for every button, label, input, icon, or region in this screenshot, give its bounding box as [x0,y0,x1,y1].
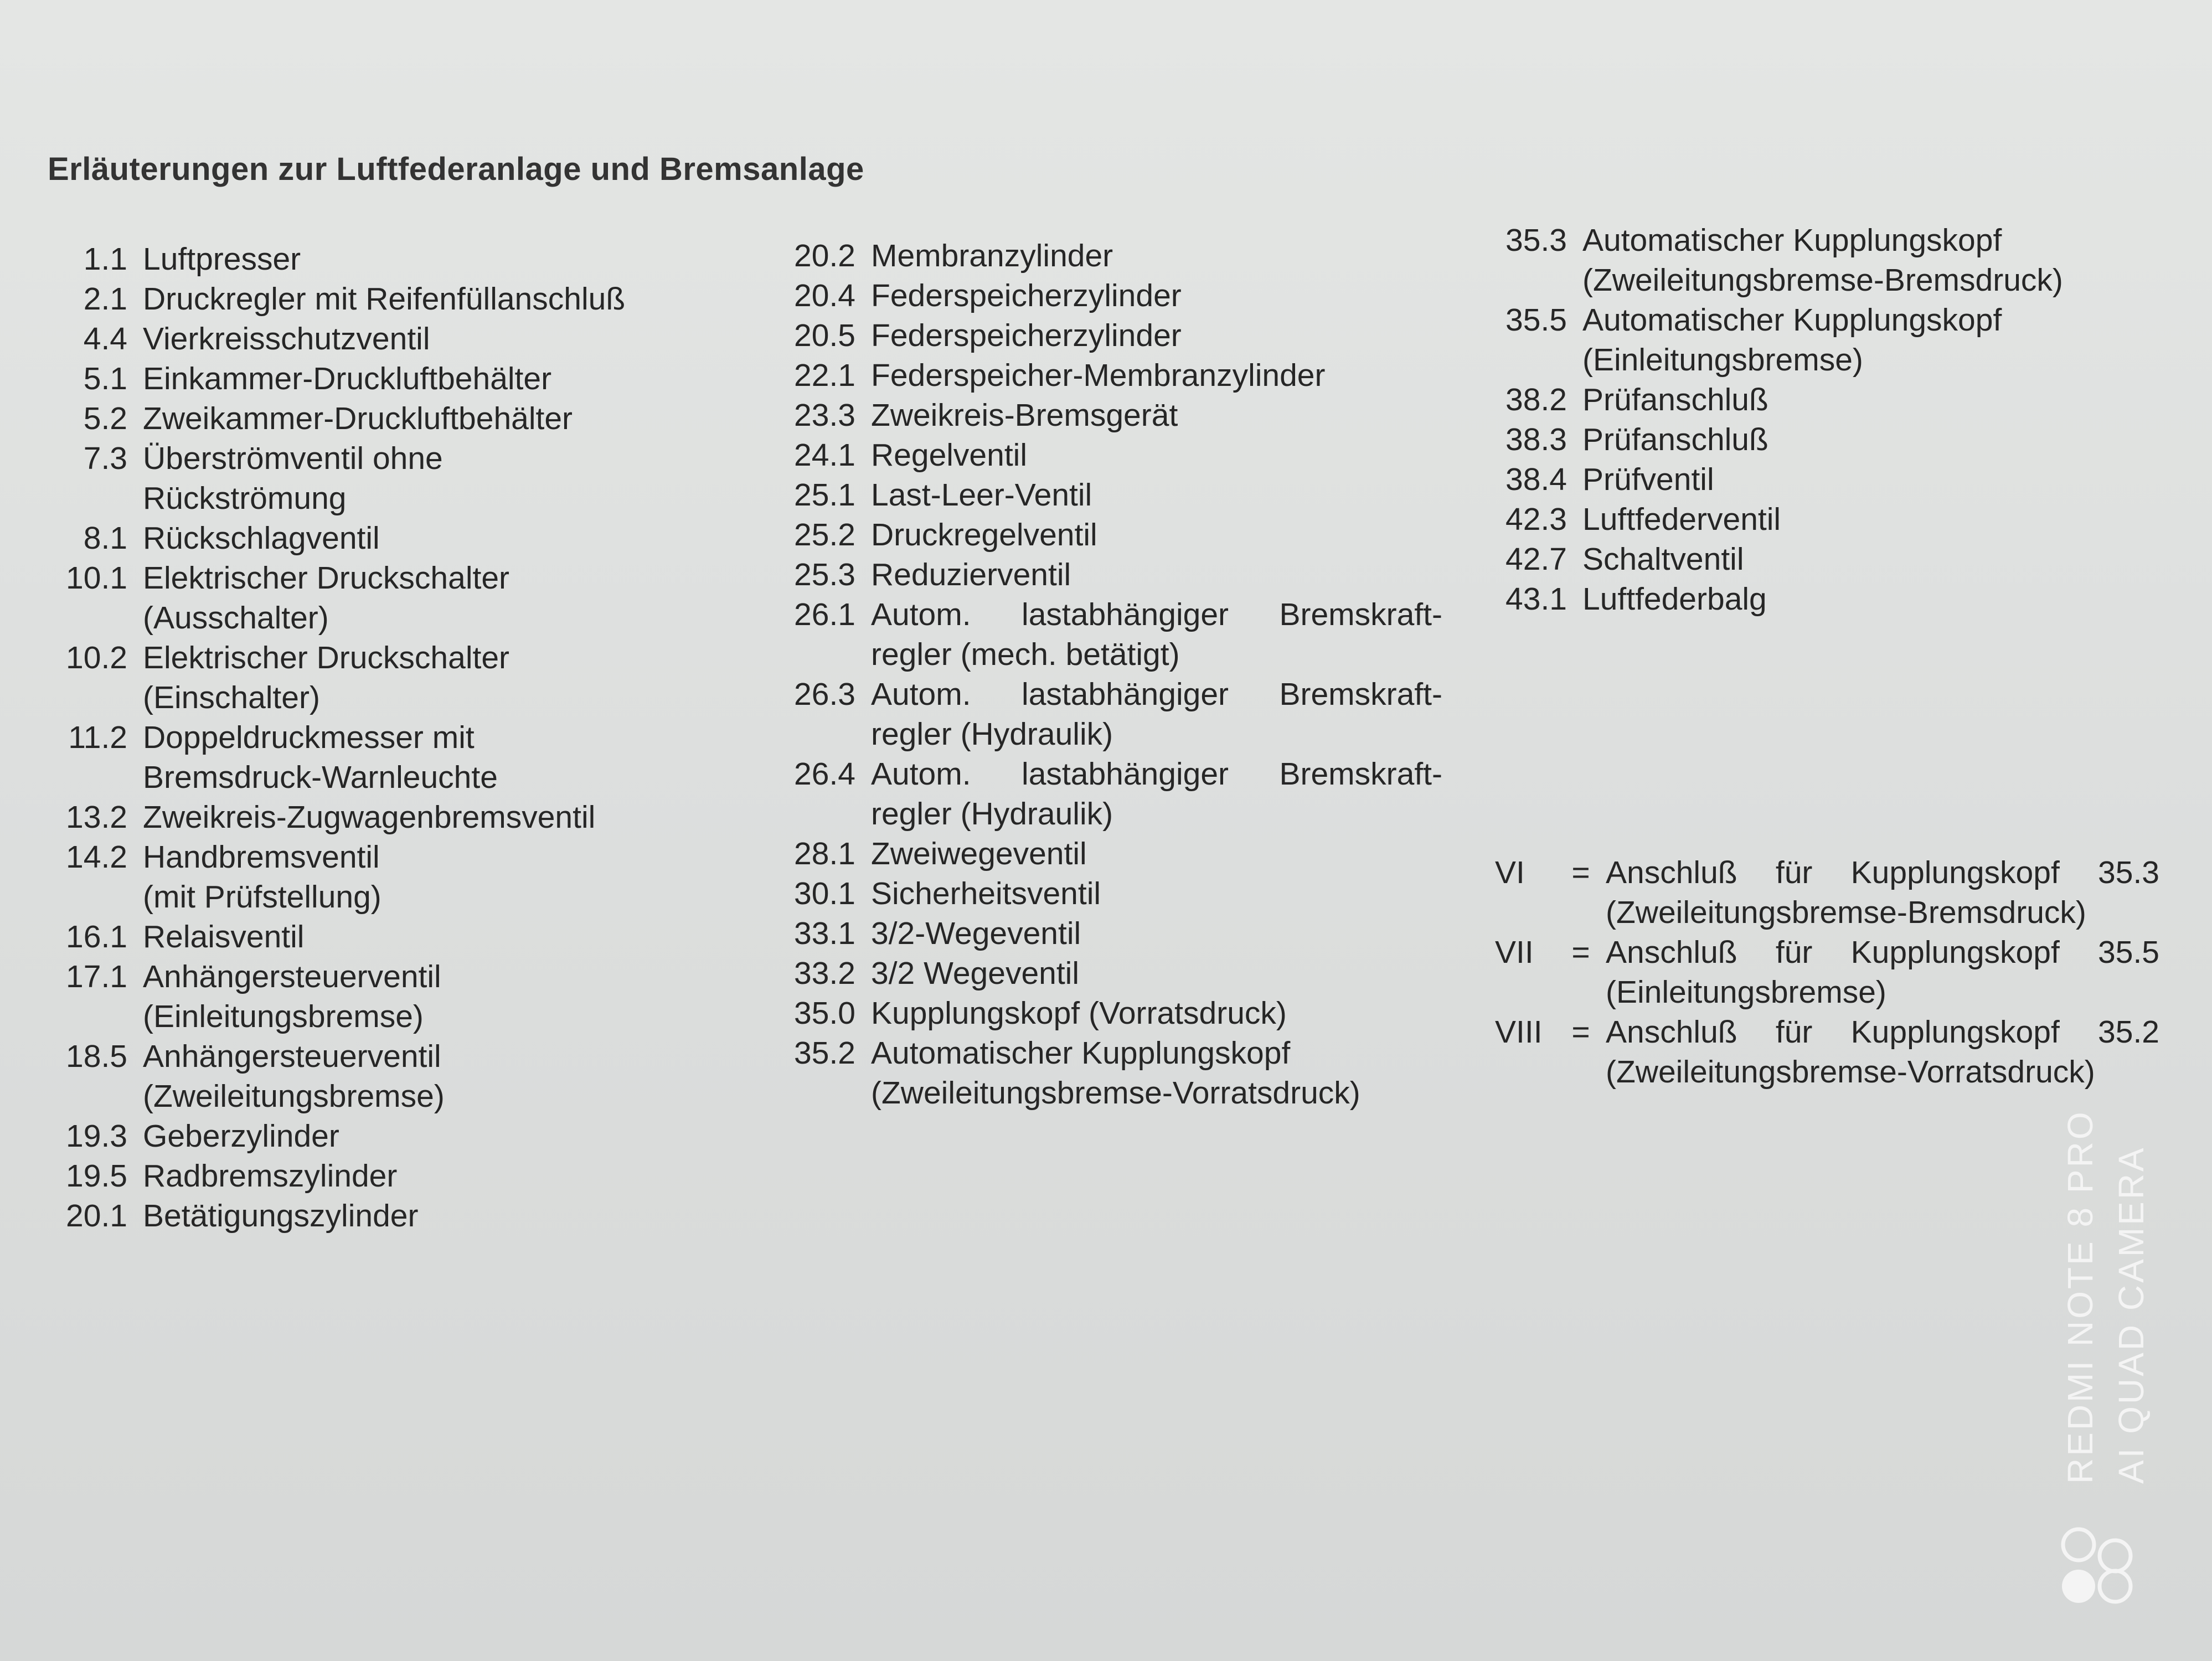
entry-number: 38.2 [1505,382,1567,417]
entry-description-line: Geberzylinder [143,1118,339,1154]
legend-entry [44,718,731,797]
entry-description [1582,220,2121,300]
entry-description-line: Autom. lastabhängiger Bremskraft- [871,597,1442,632]
connection-description-line: Anschluß für Kupplungskopf 35.2 [1606,1014,2159,1050]
entry-description-line: Zweikreis-Bremsgerät [871,398,1178,433]
legend-entry [772,435,1442,475]
entry-number: 19.3 [66,1118,127,1154]
entry-description [143,638,731,718]
entry-description-line: Prüfanschluß [1582,382,1768,417]
entry-description [871,914,1442,953]
legend-entry [1484,300,2121,380]
legend-entry [44,797,731,837]
entry-description [871,276,1442,316]
entry-description-line: Handbremsventil [143,839,380,875]
entry-number: 18.5 [66,1039,127,1074]
legend-entry [1484,460,2121,499]
entry-number: 35.2 [794,1035,855,1071]
entry-number: 28.1 [794,836,855,871]
legend-entry [44,518,731,558]
entry-number: 13.2 [66,799,127,835]
entry-number: 7.3 [83,441,127,476]
entry-description [143,957,731,1036]
entry-description-line: regler (Hydraulik) [871,796,1113,832]
camera-watermark [2038,1110,2151,1606]
entry-number: 1.1 [83,241,127,277]
entry-description-line: regler (mech. betätigt) [871,637,1180,672]
entry-description [871,395,1442,435]
connection-description-line: Anschluß für Kupplungskopf 35.5 [1606,935,2159,970]
equals-sign: = [1571,935,1590,970]
entry-description-line: Anhängersteuerventil [143,959,441,994]
connection-symbol: VI [1495,855,1525,890]
entry-description-line: 3/2 Wegeventil [871,956,1080,991]
entry-description-line: (Einleitungsbremse) [143,999,424,1034]
connection-description-line: (Zweileitungsbremse-Vorratsdruck) [1606,1054,2095,1090]
entry-number: 38.4 [1505,462,1567,497]
entry-number: 35.3 [1505,223,1567,258]
connection-description [1606,1012,2159,1092]
entry-description [871,355,1442,395]
legend-entry [44,399,731,439]
entry-description-line: Automatischer Kupplungskopf [1582,302,2002,338]
camera-lens-logo-icon [2060,1523,2143,1611]
entry-description [1582,420,2121,460]
legend-entry [772,834,1442,874]
entry-description-line: Rückströmung [143,481,347,516]
entry-description-line: Last-Leer-Ventil [871,477,1092,513]
entry-number: 33.2 [794,956,855,991]
entry-number: 22.1 [794,358,855,393]
entry-description [143,319,731,359]
entry-description [871,236,1442,276]
entry-description [871,475,1442,515]
connection-symbol: VIII [1495,1014,1543,1050]
entry-description [143,359,731,399]
entry-description-line: Prüfventil [1582,462,1714,497]
entry-description [143,558,731,638]
entry-description-line: Rückschlagventil [143,520,380,556]
entry-description [1582,380,2121,420]
entry-description [1582,579,2121,619]
legend-entry [1484,499,2121,539]
entry-description-line: Druckregelventil [871,517,1097,553]
legend-entry [1484,539,2121,579]
entry-number: 25.2 [794,517,855,553]
entry-number: 5.2 [83,401,127,436]
entry-description [143,718,731,797]
connection-description [1606,932,2159,1012]
entry-description [1582,499,2121,539]
entry-number: 35.5 [1505,302,1567,338]
entry-description-line: Automatischer Kupplungskopf [871,1035,1291,1071]
entry-description [871,515,1442,555]
entry-number: 20.1 [66,1198,127,1234]
entry-number: 20.2 [794,238,855,274]
connection-description-line: (Einleitungsbremse) [1606,974,1886,1010]
watermark-line-2: AI QUAD CAMERA [2111,1146,2151,1484]
legend-entry [772,276,1442,316]
entry-number: 14.2 [66,839,127,875]
entry-description [143,1116,731,1156]
entry-number: 11.2 [68,720,127,755]
legend-entry [44,1116,731,1156]
legend-entry [772,953,1442,993]
connection-legend-row [1495,853,2159,932]
entry-description-line: Prüfanschluß [1582,422,1768,457]
legend-entry [772,555,1442,595]
connection-symbol: VII [1495,935,1534,970]
entry-number: 42.7 [1505,541,1567,577]
legend-entry [44,558,731,638]
entry-description-line: Anhängersteuerventil [143,1039,441,1074]
legend-entry [1484,380,2121,420]
entry-description [143,837,731,917]
entry-description-line: Sicherheitsventil [871,876,1101,911]
entry-description [143,239,731,279]
entry-description-line: Elektrischer Druckschalter [143,560,510,596]
legend-entry [44,1156,731,1196]
entry-description [143,518,731,558]
entry-description-line: (Einleitungsbremse) [1582,342,1863,378]
entry-description-line: Betätigungszylinder [143,1198,419,1234]
entry-description-line: Luftfederbalg [1582,581,1767,617]
entry-description-line: Kupplungskopf (Vorratsdruck) [871,995,1287,1031]
legend-entry [772,674,1442,754]
legend-column-1 [44,239,731,1236]
entry-description-line: Zweikreis-Zugwagenbremsventil [143,799,596,835]
connection-legend-row [1495,1012,2159,1092]
entry-description-line: 3/2-Wegeventil [871,916,1081,951]
entry-description [143,917,731,957]
entry-description [871,674,1442,754]
entry-description [871,595,1442,674]
entry-description-line: Elektrischer Druckschalter [143,640,510,675]
entry-number: 35.0 [794,995,855,1031]
entry-description-line: Druckregler mit Reifenfüllanschluß [143,281,626,317]
entry-description-line: Regelventil [871,437,1027,473]
entry-description-line: Reduzierventil [871,557,1071,592]
entry-number: 4.4 [83,321,127,357]
legend-entry [772,993,1442,1033]
legend-entry [44,638,731,718]
entry-description-line: Bremsdruck-Warnleuchte [143,760,498,795]
entry-description-line: Federspeicherzylinder [871,278,1182,313]
entry-description [871,1033,1442,1113]
entry-description [871,316,1442,355]
entry-description-line: (Einschalter) [143,680,320,715]
legend-column-3 [1484,220,2121,619]
entry-description [1582,300,2121,380]
entry-number: 26.4 [794,756,855,792]
entry-description [871,874,1442,914]
entry-number: 26.3 [794,677,855,712]
entry-description-line: Automatischer Kupplungskopf [1582,223,2002,258]
connection-description-line: Anschluß für Kupplungskopf 35.3 [1606,855,2159,890]
connection-legend-row [1495,932,2159,1012]
entry-description-line: Luftfederventil [1582,502,1781,537]
entry-description [143,1156,731,1196]
entry-description [871,834,1442,874]
legend-entry [44,837,731,917]
entry-number: 16.1 [66,919,127,955]
entry-number: 17.1 [66,959,127,994]
entry-number: 42.3 [1505,502,1567,537]
legend-entry [44,239,731,279]
legend-entry [772,595,1442,674]
legend-entry [44,1196,731,1236]
legend-entry [772,475,1442,515]
entry-description-line: Überströmventil ohne [143,441,443,476]
entry-description-line: Vierkreisschutzventil [143,321,430,357]
entry-description [143,1196,731,1236]
legend-entry [772,316,1442,355]
entry-number: 26.1 [794,597,855,632]
watermark-line-1: REDMI NOTE 8 PRO [2060,1110,2100,1484]
legend-entry [772,754,1442,834]
legend-entry [1484,420,2121,460]
legend-entry [1484,220,2121,300]
entry-description-line: Zweikammer-Druckluftbehälter [143,401,573,436]
entry-description-line: Federspeicher-Membranzylinder [871,358,1326,393]
entry-description [871,993,1442,1033]
legend-entry [1484,579,2121,619]
legend-entry [44,279,731,319]
entry-description-line: regler (Hydraulik) [871,716,1113,752]
entry-description [143,279,731,319]
entry-description-line: Autom. lastabhängiger Bremskraft- [871,677,1442,712]
entry-number: 24.1 [794,437,855,473]
entry-description [143,399,731,439]
entry-description [871,754,1442,834]
entry-number: 10.1 [66,560,127,596]
entry-number: 30.1 [794,876,855,911]
legend-entry [44,359,731,399]
entry-number: 10.2 [66,640,127,675]
legend-entry [44,319,731,359]
connection-legend [1495,853,2159,1092]
entry-description-line: (mit Prüfstellung) [143,879,381,915]
entry-description-line: Schaltventil [1582,541,1744,577]
legend-entry [772,515,1442,555]
entry-description [871,953,1442,993]
entry-description-line: Einkammer-Druckluftbehälter [143,361,552,396]
entry-number: 38.3 [1505,422,1567,457]
entry-number: 8.1 [83,520,127,556]
legend-entry [772,874,1442,914]
entry-description-line: Relaisventil [143,919,305,955]
entry-description [871,555,1442,595]
legend-column-2 [772,236,1442,1113]
legend-entry [44,439,731,518]
entry-number: 33.1 [794,916,855,951]
entry-description [1582,539,2121,579]
entry-description-line: Zweiwegeventil [871,836,1087,871]
entry-number: 2.1 [83,281,127,317]
entry-description [1582,460,2121,499]
legend-entry [44,917,731,957]
legend-entry [772,914,1442,953]
entry-description [143,439,731,518]
equals-sign: = [1571,855,1590,890]
legend-entry [772,236,1442,276]
entry-number: 25.1 [794,477,855,513]
entry-description-line: (Zweileitungsbremse-Vorratsdruck) [871,1075,1360,1111]
entry-description-line: Luftpresser [143,241,301,277]
page-title: Erläuterungen zur Luftfederanlage und Bremsanlage [48,151,864,187]
legend-entry [44,1036,731,1116]
equals-sign: = [1571,1014,1590,1050]
entry-description [871,435,1442,475]
entry-description [143,797,731,837]
entry-number: 5.1 [83,361,127,396]
connection-description-line: (Zweileitungsbremse-Bremsdruck) [1606,895,2086,930]
connection-description [1606,853,2159,932]
legend-entry [772,355,1442,395]
entry-number: 19.5 [66,1158,127,1194]
entry-number: 43.1 [1505,581,1567,617]
entry-description-line: Membranzylinder [871,238,1113,274]
entry-description-line: Federspeicherzylinder [871,318,1182,353]
entry-number: 20.4 [794,278,855,313]
entry-description-line: (Ausschalter) [143,600,329,636]
entry-description-line: (Zweileitungsbremse-Bremsdruck) [1582,262,2063,298]
entry-description-line: (Zweileitungsbremse) [143,1079,445,1114]
entry-description [143,1036,731,1116]
entry-description-line: Radbremszylinder [143,1158,398,1194]
legend-entry [772,395,1442,435]
legend-entry [772,1033,1442,1113]
entry-number: 23.3 [794,398,855,433]
legend-entry [44,957,731,1036]
entry-description-line: Doppeldruckmesser mit [143,720,475,755]
entry-description-line: Autom. lastabhängiger Bremskraft- [871,756,1442,792]
entry-number: 20.5 [794,318,855,353]
entry-number: 25.3 [794,557,855,592]
